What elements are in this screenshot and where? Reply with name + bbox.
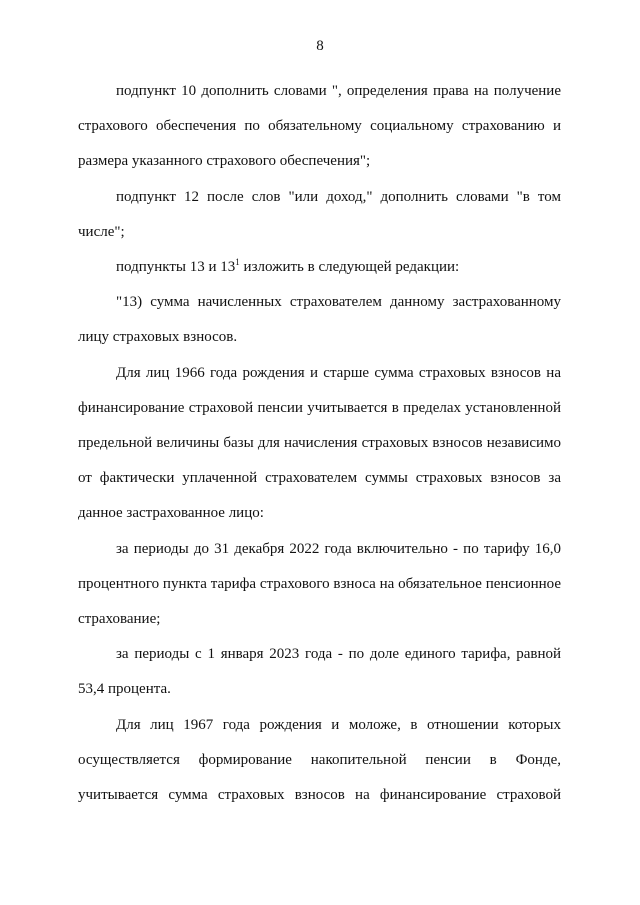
- paragraph-periods-until-2022: за периоды до 31 декабря 2022 года включительно - по тарифу 16,0 процентного пункта тарифа страхового взноса на обязательное пенсионное страхование;: [78, 540, 561, 628]
- superscript-one: 1: [235, 257, 240, 268]
- subclauses-13-text-end: изложить в следующей редакции:: [239, 259, 460, 276]
- subclauses-13-text-start: подпункты 13 и 13: [116, 259, 236, 276]
- paragraph-subclause-12: подпункт 12 после слов "или доход," дополнить словами "в том числе";: [78, 188, 561, 240]
- paragraph-item-13: "13) сумма начисленных страхователем данному застрахованному лицу страховых взносов.: [78, 294, 561, 346]
- document-body: [78, 74, 561, 813]
- paragraph-persons-1967: Для лиц 1967 года рождения и моложе, в отношении которых осуществляется формирование накопительной пенсии в Фонде, учитывается сумма страховых взносов на финансирование страховой: [78, 716, 561, 804]
- page-number: 8: [316, 38, 324, 54]
- paragraph-periods-from-2023: за периоды с 1 января 2023 года - по доле единого тарифа, равной 53,4 процента.: [78, 646, 561, 698]
- paragraph-persons-1966: Для лиц 1966 года рождения и старше сумма страховых взносов на финансирование страховой пенсии учитывается в пределах установленной предельной величины базы для начисления страховых взносов независимо от фактически уплаченной страхователем суммы страховых взносов за данное застрахованное лицо:: [78, 364, 561, 522]
- paragraph-subclauses-13: [78, 250, 561, 285]
- paragraph-subclause-10: подпункт 10 дополнить словами ", определения права на получение страхового обеспечения по обязательному социальному страхованию и размера указанного страхового обеспечения";: [78, 83, 561, 170]
